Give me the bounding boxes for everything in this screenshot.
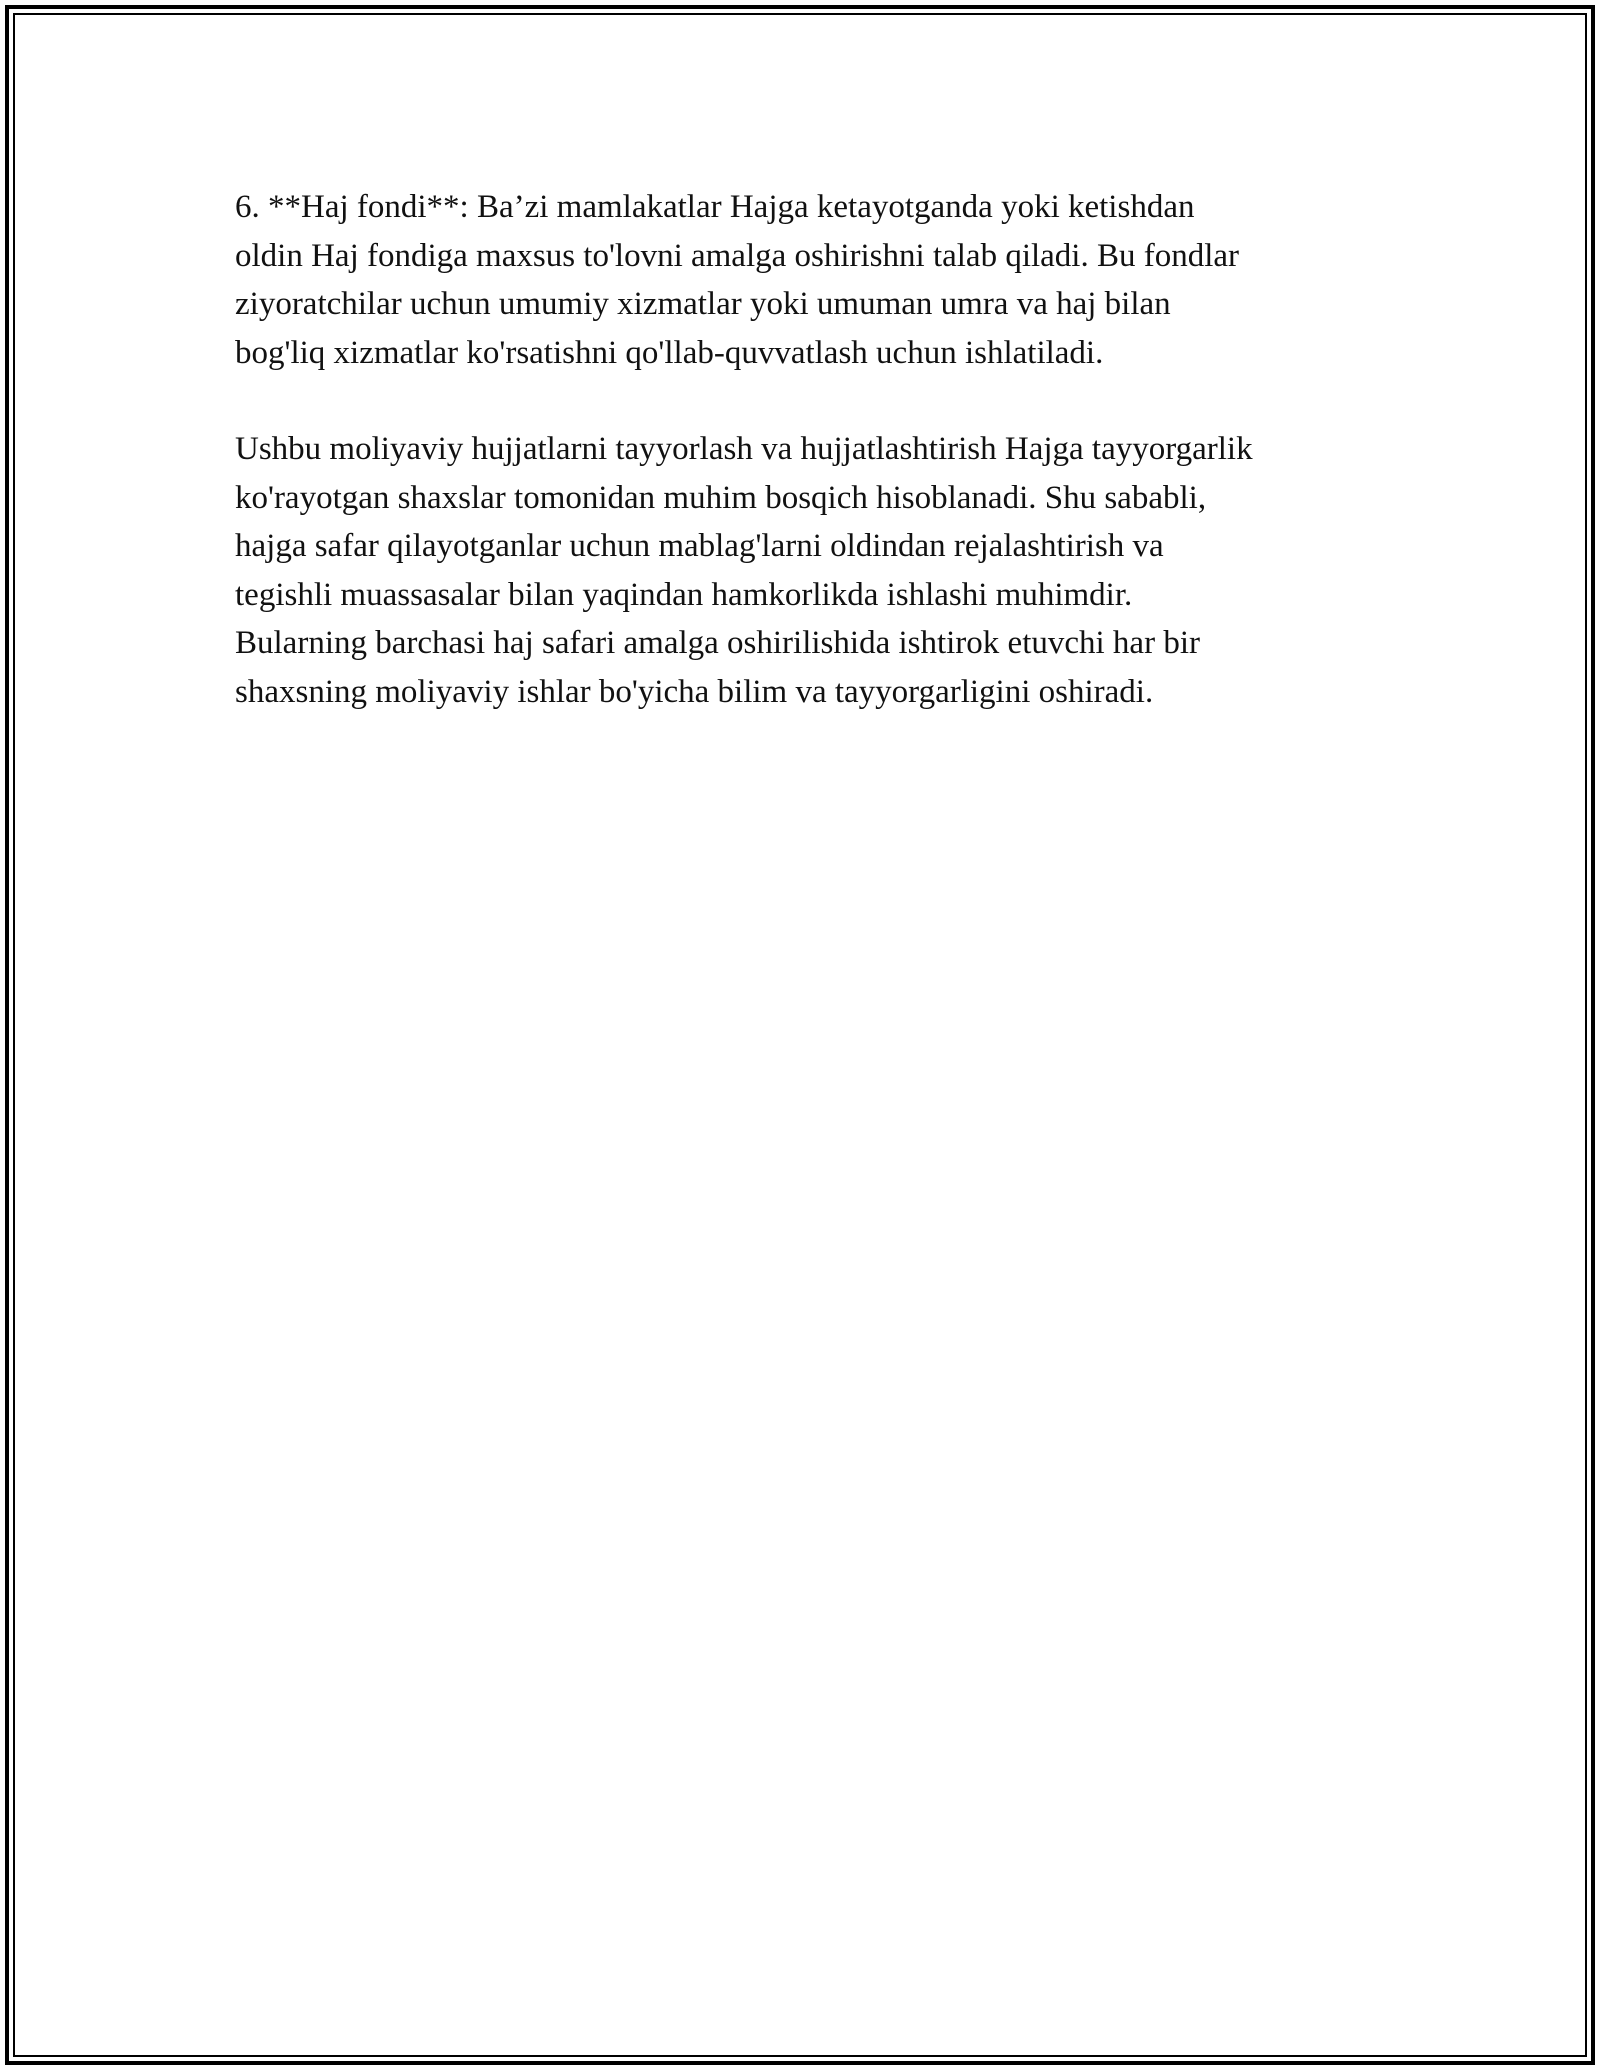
text-line: Bularning barchasi haj safari amalga oshirilishida ishtirok etuvchi har bir	[235, 625, 1200, 661]
text-line: shaxsning moliyaviy ishlar bo'yicha bilim va tayyorgarligini oshiradi.	[235, 673, 1154, 710]
text-line: tegishli muassasalar bilan yaqindan hamkorlikda ishlashi muhimdir.	[235, 576, 1133, 613]
text-line: ko'rayotgan shaxslar tomonidan muhim bosqich hisoblanadi. Shu sababli,	[235, 479, 1207, 516]
text-line: 6. **Haj fondi**: Ba’zi mamlakatlar Hajga ketayotganda yoki ketishdan	[235, 189, 1195, 225]
text-line: bog'liq xizmatlar ko'rsatishni qo'llab-quvvatlash uchun ishlatiladi.	[235, 334, 1104, 371]
document-body	[235, 183, 1415, 764]
text-line: hajga safar qilayotganlar uchun mablag'larni oldindan rejalashtirish va	[235, 528, 1164, 564]
paragraph-haj-fund	[235, 183, 1415, 377]
text-line: oldin Haj fondiga maxsus to'lovni amalga oshirishni talab qiladi. Bu fondlar	[235, 237, 1240, 274]
text-line: ziyoratchilar uchun umumiy xizmatlar yoki umuman umra va haj bilan	[235, 286, 1171, 322]
paragraph-conclusion	[235, 425, 1415, 716]
text-line: Ushbu moliyaviy hujjatlarni tayyorlash va hujjatlashtirish Hajga tayyorgarlik	[235, 431, 1253, 467]
